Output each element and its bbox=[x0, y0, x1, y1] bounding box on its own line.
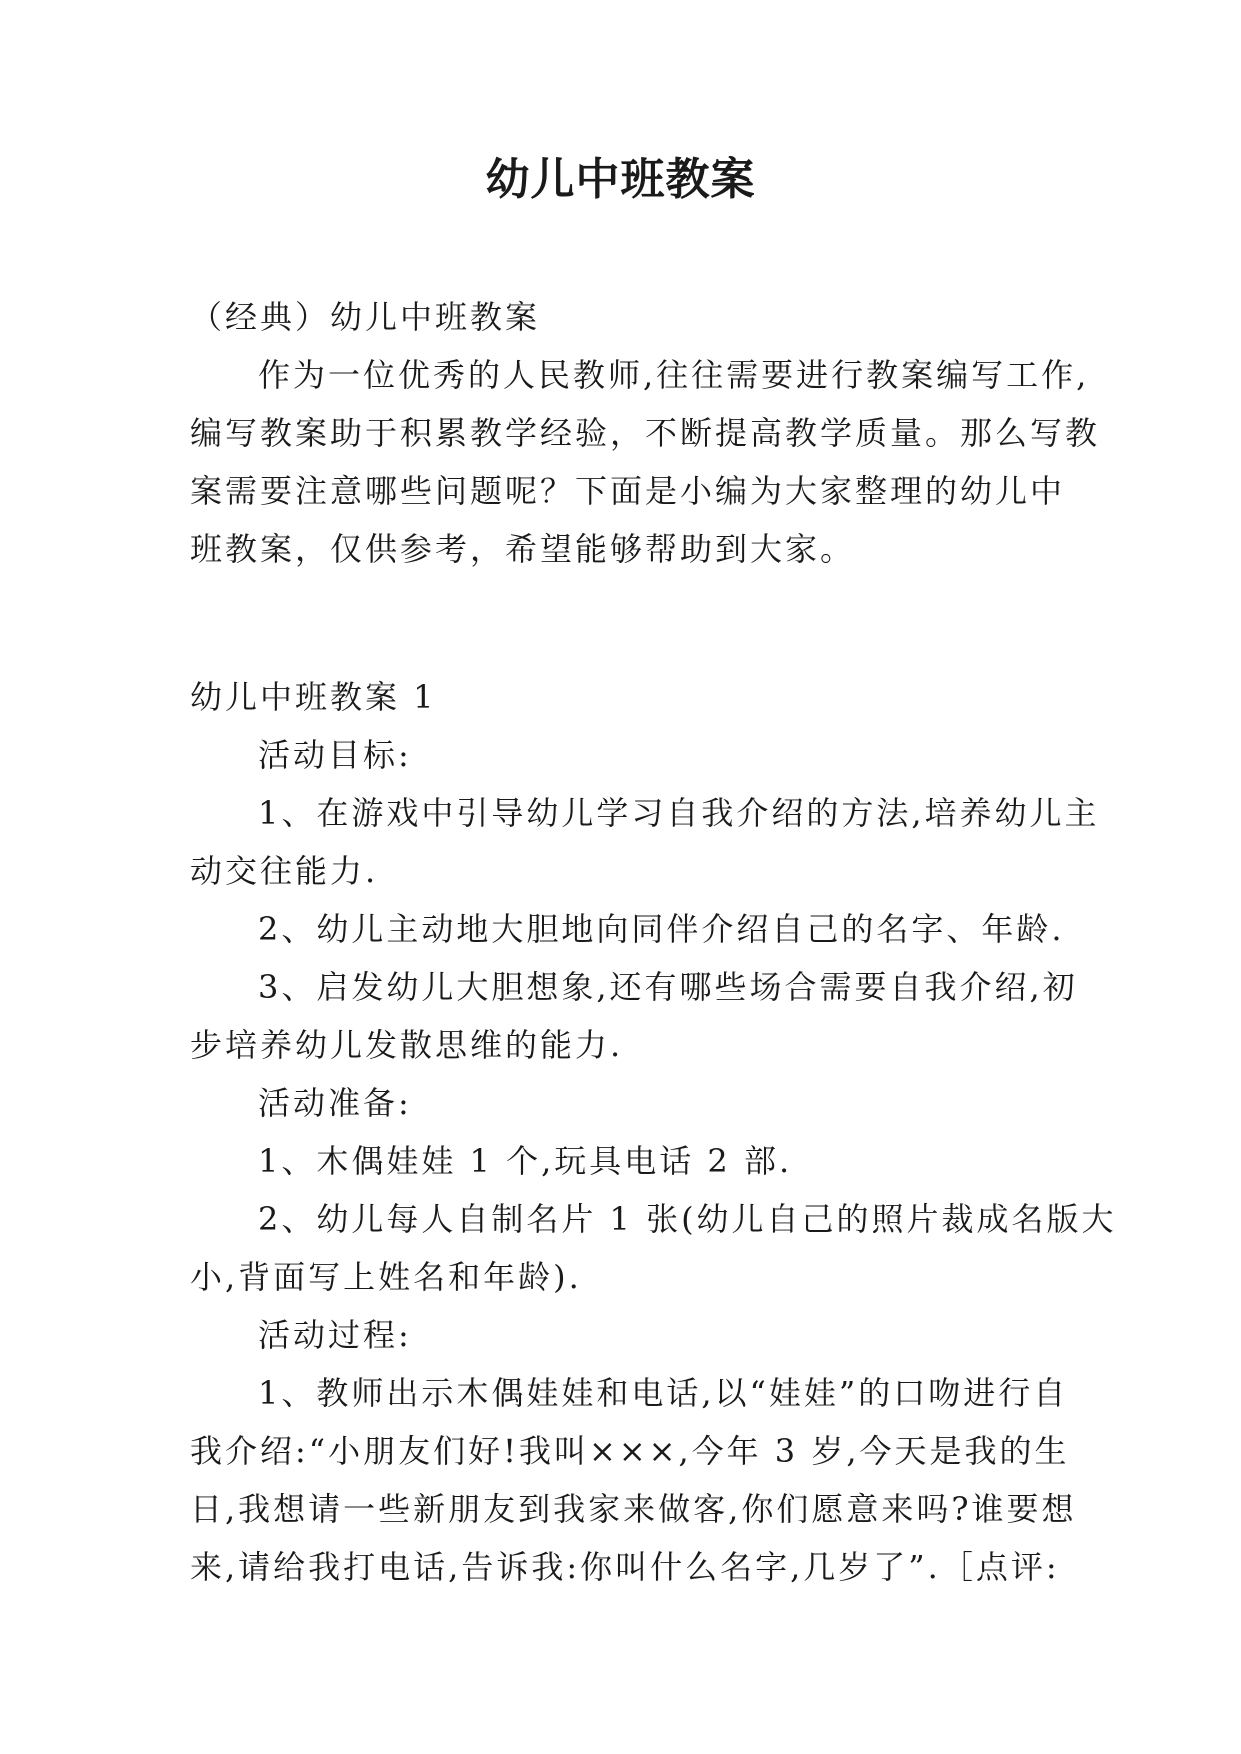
text-line: 来,请给我打电话,告诉我:你叫什么名字,几岁了”.［点评: bbox=[190, 1548, 1060, 1586]
text-line: 2、幼儿主动地大胆地向同伴介绍自己的名字、年龄. bbox=[258, 910, 1065, 948]
text-line: 班教案，仅供参考，希望能够帮助到大家。 bbox=[190, 530, 856, 568]
text-line: （经典）幼儿中班教案 bbox=[190, 298, 541, 336]
text-line: 动交往能力. bbox=[190, 852, 379, 890]
text-line: 日,我想请一些新朋友到我家来做客,你们愿意来吗?谁要想 bbox=[190, 1490, 1077, 1528]
document-title: 幼儿中班教案 bbox=[485, 154, 756, 205]
text-line: 小,背面写上姓名和年龄). bbox=[190, 1258, 582, 1296]
text-line: 编写教案助于积累教学经验，不断提高教学质量。那么写教 bbox=[190, 414, 1101, 452]
text-line: 作为一位优秀的人民教师,往往需要进行教案编写工作, bbox=[258, 356, 1090, 394]
text-line: 步培养幼儿发散思维的能力. bbox=[190, 1026, 624, 1064]
text-line: 活动过程: bbox=[258, 1316, 412, 1354]
text-line: 案需要注意哪些问题呢？下面是小编为大家整理的幼儿中 bbox=[190, 472, 1066, 510]
text-line: 活动目标: bbox=[258, 736, 412, 774]
blank-line bbox=[190, 594, 1050, 652]
text-line: 活动准备: bbox=[258, 1084, 412, 1122]
text-line: 幼儿中班教案 1 bbox=[190, 678, 437, 716]
text-line: 3、启发幼儿大胆想象,还有哪些场合需要自我介绍,初 bbox=[258, 968, 1078, 1006]
text-line: 1、木偶娃娃 1 个,玩具电话 2 部. bbox=[258, 1142, 793, 1180]
text-line: 1、在游戏中引导幼儿学习自我介绍的方法,培养幼儿主 bbox=[258, 794, 1100, 832]
text-line: 2、幼儿每人自制名片 1 张(幼儿自己的照片裁成名版大 bbox=[258, 1200, 1117, 1238]
text-line: 1、教师出示木偶娃娃和电话,以“娃娃”的口吻进行自 bbox=[258, 1374, 1069, 1412]
document-body bbox=[190, 288, 1117, 1596]
text-line: 我介绍:“小朋友们好!我叫×××,今年 3 岁,今天是我的生 bbox=[190, 1432, 1070, 1470]
